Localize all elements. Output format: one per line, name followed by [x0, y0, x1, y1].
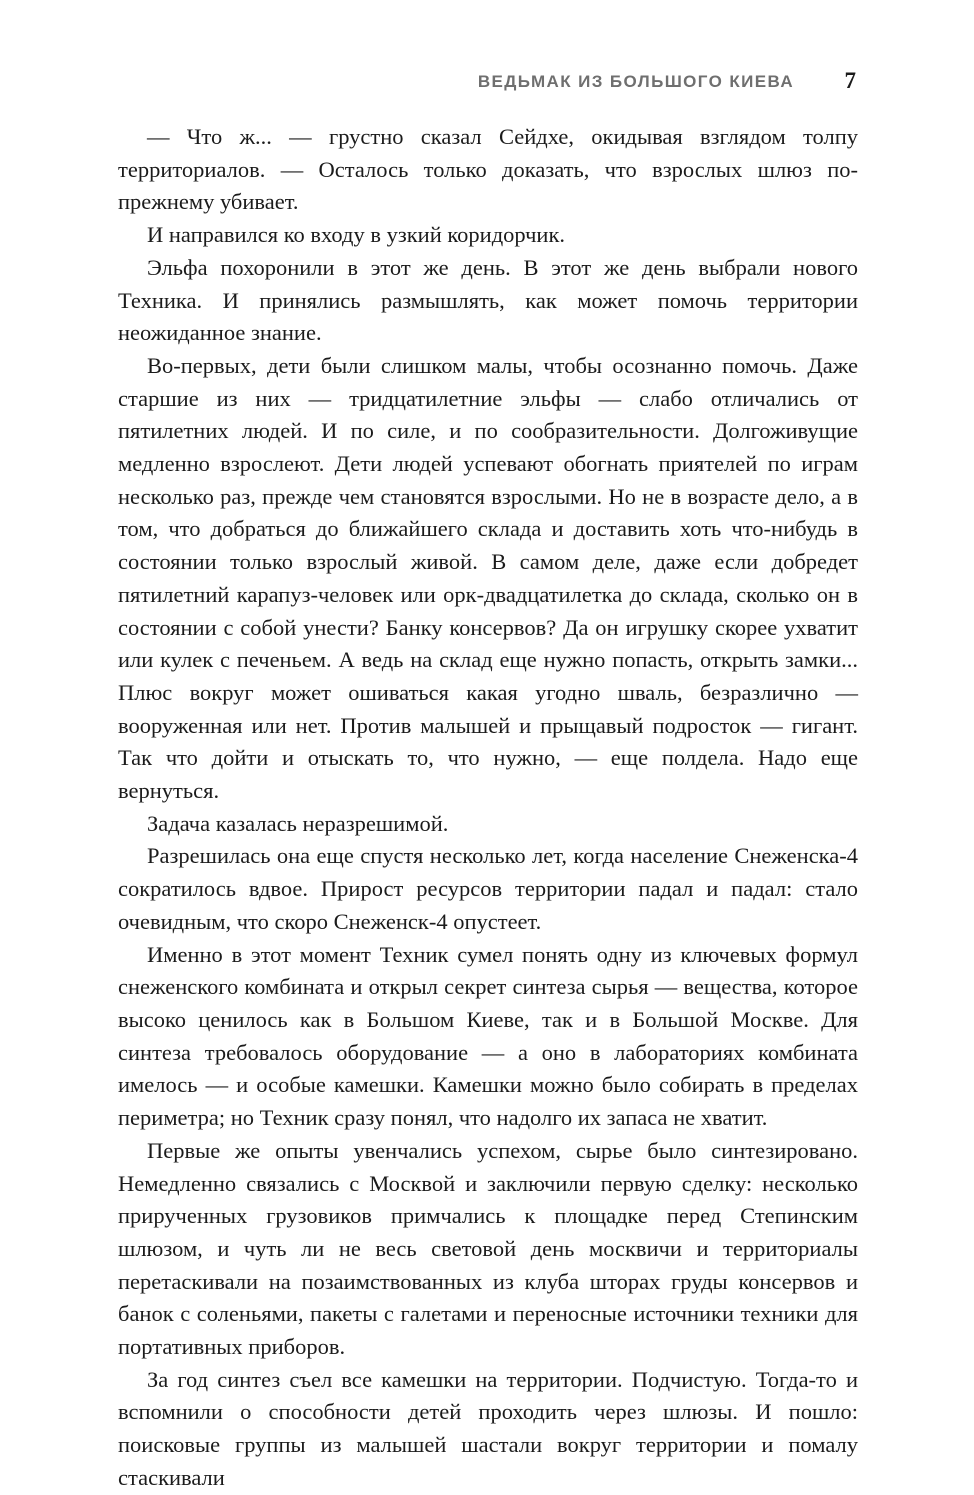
- paragraph: Разрешилась она еще спустя несколько лет, когда население Снеженска-4 сократилось вдвое. Прирост ресурсов территории падал и падал: стало очевидным, что скоро Снеженск-4 опустеет.: [118, 843, 858, 934]
- running-title: ВЕДЬМАК ИЗ БОЛЬШОГО КИЕВА: [477, 72, 794, 91]
- body-text: [118, 121, 858, 1495]
- page-number: 7: [844, 68, 856, 93]
- paragraph: Эльфа похоронили в этот же день. В этот же день выбрали нового Техника. И принялись размышлять, как может помочь территории неожиданное знание.: [118, 254, 858, 346]
- running-header: [120, 68, 856, 98]
- paragraph: Задача казалась неразрешимой.: [147, 810, 449, 836]
- paragraph: И направился ко входу в узкий коридорчик.: [147, 222, 565, 248]
- paragraph: Во-первых, дети были слишком малы, чтобы осознанно помочь. Даже старшие из них — тридцатилетние эльфы — слабо отличались от пятилетних людей. И по силе, и по сообразительности. Долгоживущие медленно взрослеют. Дети людей успевают обогнать приятелей по играм несколько раз, прежде чем становятся взрослыми. Но не в возрасте дело, а в том, что добраться до ближайшего склада и доставить хоть что-нибудь в состоянии только взрослый живой. В самом деле, даже если добредет пятилетний карапуз-человек или орк-двадцатилетка до склада, сколько он в состоянии с собой унести? Банку консервов? Да он игрушку скорее ухватит или кулек с печеньем. А ведь на склад еще нужно попасть, открыть замки... Плюс вокруг может ошиваться какая угодно шваль, безразлично — вооруженная или нет. Против малышей и прыщавый подросток — гигант. Так что дойти и отыскать то, что нужно, — еще полдела. Надо еще вернуться.: [118, 352, 858, 804]
- paragraph: — Что ж... — грустно сказал Сейдхе, окидывая взглядом толпу территориалов. — Осталось только доказать, что взрослых шлюз по-прежнему убивает.: [118, 124, 858, 215]
- paragraph: Именно в этот момент Техник сумел понять одну из ключевых формул снеженского комбината и открыл секрет синтеза сырья — вещества, которое высоко ценилось как в Большом Киеве, так и в Большой Москве. Для синтеза требовалось оборудование — а оно в лабораториях комбината имелось — и особые камешки. Камешки можно было собирать в пределах периметра; но Техник сразу понял, что надолго их запаса не хватит.: [118, 941, 858, 1131]
- paragraph: За год синтез съел все камешки на территории. Подчистую. Тогда-то и вспомнили о способности детей проходить через шлюзы. И пошло: поисковые группы из малышей шастали вокруг территории и помалу стаскивали: [118, 1366, 858, 1490]
- paragraph: Первые же опыты увенчались успехом, сырье было синтезировано. Немедленно связались с Москвой и заключили первую сделку: несколько прирученных грузовиков примчались к площадке перед Степинским шлюзом, и чуть ли не весь световой день москвичи и территориалы перетаскивали на позаимствованных из клуба шторах груды консервов и банок с соленьями, пакеты с галетами и переносные источники техники для портативных приборов.: [118, 1137, 858, 1360]
